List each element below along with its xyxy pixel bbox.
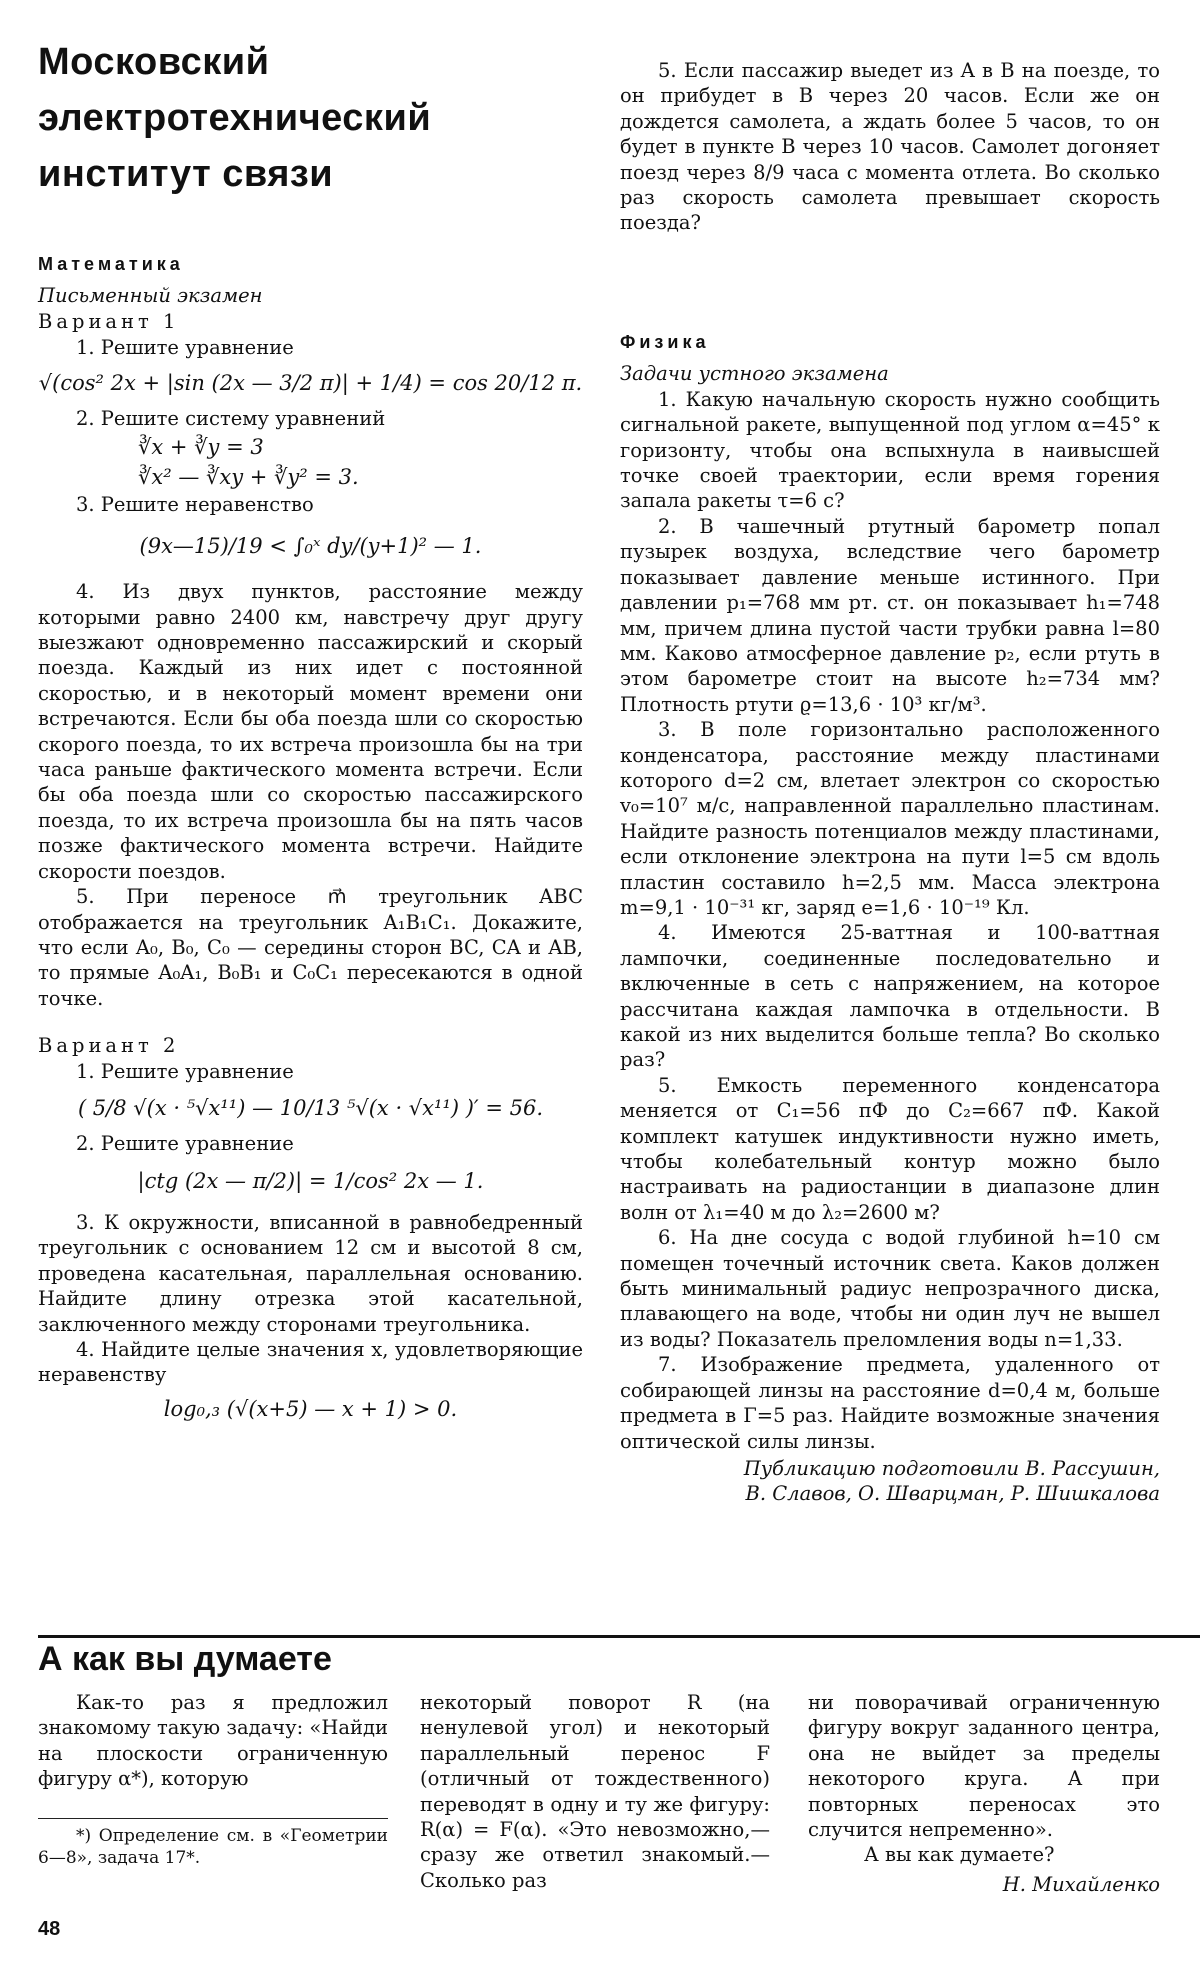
right-column (620, 58, 1160, 1506)
v2-problem-3: 3. К окружности, вписанной в равнобедренный треугольник с основанием 12 см и высотой 8 см, проведена касательная, параллельная основанию. Найдите длину отрезка этой касательной, заключенного между сторонами треугольника. (38, 1210, 583, 1336)
math-heading: Математика (38, 254, 184, 274)
bottom-question: А вы как думаете? (864, 1843, 1055, 1867)
v2-inequality-4: log₀,₃ (√(x+5) — x + 1) > 0. (163, 1396, 458, 1421)
physics-subheading: Задачи устного экзамена (620, 361, 889, 385)
bottom-column-2 (420, 1690, 770, 1893)
v1-problem-4: 4. Из двух пунктов, расстояние между которыми равно 2400 км, навстречу друг другу выезжают одновременно пассажирский и скорый поезда. Каждый из них идет с постоянной скоростью, и в некоторый момент времени они встречаются. Если бы оба поезда шли со скоростью скорого поезда, то их встреча произошла бы на три часа раньше фактического момента встречи. Если бы оба поезда шли со скоростью пассажирского поезда, то их встреча произошла бы на пять часов позже фактического момента встречи. Найдите скорости поездов. (38, 580, 583, 883)
physics-problem-6: 6. На дне сосуда с водой глубиной h=10 см помещен точечный источник света. Каков должен быть минимальный радиус непрозрачного диска, плавающего на воде, чтобы ни один луч не вышел из воды? Показатель преломления воды n=1,33. (620, 1226, 1160, 1351)
v2-equation-1: ( 5/8 √(x · ⁵√x¹¹) — 10/13 ⁵√(x · √x¹¹) )′ = 56. (77, 1095, 544, 1120)
v1-problem-2: 2. Решите систему уравнений (76, 407, 386, 431)
physics-problem-3: 3. В поле горизонтально расположенного конденсатора, расстояние между пластинами которого d=2 см, влетает электрон со скоростью v₀=10⁷ м/с, направленной параллельно пластинам. Найдите разность потенциалов между пластинами, если отклонение электрона на пути l=5 см вдоль пластин составило h=2,5 мм. Масса электрона m=9,1 · 10⁻³¹ кг, заряд e=1,6 · 10⁻¹⁹ Кл. (620, 718, 1160, 919)
v1-equation-1: √(cos² 2x + |sin (2x — 3/2 π)| + 1/4) = cos 20/12 π. (38, 371, 583, 396)
footnote: *) Определение см. в «Геометрии 6—8», задача 17*. (38, 1825, 388, 1868)
left-column (38, 34, 583, 1424)
bottom-column-3 (808, 1690, 1160, 1897)
physics-problem-5: 5. Емкость переменного конденсатора меняется от C₁=56 пФ до C₂=667 пФ. Какой комплект катушек индуктивности нужно иметь, чтобы колебательный контур можно было настраивать на радиостанции в диапазоне длин волн от λ₁=40 м до λ₂=2600 м? (620, 1073, 1160, 1224)
bottom-text-1: Как-то раз я предложил знакомому такую задачу: «Найди на плоскости ограниченную фигуру α*), которую (38, 1691, 388, 1791)
v1-problem-5: 5. При переносе m⃗ треугольник ABC отображается на треугольник A₁B₁C₁. Докажите, что если A₀, B₀, C₀ — середины сторон BC, CA и AB, то прямые A₀A₁, B₀B₁ и C₀C₁ пересекаются в одной точке. (38, 885, 583, 1010)
bottom-column-1 (38, 1690, 388, 1869)
physics-problem-2: 2. В чашечный ртутный барометр попал пузырек воздуха, вследствие чего барометр показывает давление меньше истинного. При давлении p₁=768 мм рт. ст. он показывает h₁=748 мм, причем длина пустой части трубки равна l=80 мм. Каково атмосферное давление p₂, если ртуть в этом барометре стоит на высоте h₂=734 мм? Плотность ртути ϱ=13,6 · 10³ кг/м³. (620, 514, 1160, 716)
physics-problem-1: 1. Какую начальную скорость нужно сообщить сигнальной ракете, выпущенной под углом α=45° к горизонту, чтобы она вспыхнула в наивысшей точке своей траектории, если время горения запала ракеты τ=6 с? (620, 387, 1160, 513)
bottom-text-3: ни поворачивай ограниченную фигуру вокруг заданного центра, она не выйдет за пределы некоторого круга. А при повторных переносах это случится непременно». (808, 1691, 1160, 1842)
v1-system-line-1: ∛x + ∛y = 3 (138, 434, 264, 459)
physics-heading: Физика (620, 331, 710, 352)
author-signature: Н. Михайленко (1002, 1872, 1160, 1896)
physics-problem-4: 4. Имеются 25-ваттная и 100-ваттная лампочки, соединенные последовательно и включенные в сеть с напряжением, на которое рассчитана каждая лампочка в отдельности. В какой из них выделится больше тепла? Во сколько раз? (620, 921, 1160, 1072)
bottom-title: А как вы думаете (38, 1640, 332, 1678)
v1-problem-1: 1. Решите уравнение (76, 336, 294, 359)
v1-inequality-3: (9x—15)/19 < ∫₀ˣ dy/(y+1)² — 1. (139, 534, 482, 559)
physics-problem-7: 7. Изображение предмета, удаленного от собирающей линзы на расстояние d=0,4 м, больше предмета в Γ=5 раз. Найдите возможные значения оптической силы линзы. (620, 1353, 1160, 1453)
page-title: Московский электротехнический институт связи (38, 41, 432, 195)
v1-system-line-2: ∛x² — ∛xy + ∛y² = 3. (138, 464, 359, 489)
section-divider (38, 1635, 1200, 1638)
variant-2-label: Вариант 2 (38, 1034, 180, 1058)
v2-equation-2: |ctg (2x — π/2)| = 1/cos² 2x — 1. (137, 1168, 484, 1193)
v2-problem-5: 5. Если пассажир выедет из A в B на поезде, то он прибудет в B через 20 часов. Если же он дождется самолета, а ждать более 5 часов, то он будет в пункте B через 10 часов. Самолет догоняет поезд через 8/9 часа с момента отлета. Во сколько раз скорость самолета превышает скорость поезда? (620, 59, 1160, 235)
bottom-text-2: некоторый поворот R (на ненулевой угол) и некоторый параллельный перенос F (отличный от тождественного) переводят в одну и ту же фигуру: R(α) = F(α). «Это невозможно,— сразу же ответил знакомый.— Сколько раз (420, 1691, 770, 1892)
credits-line-1: Публикацию подготовили В. Рассушин, (743, 1456, 1160, 1480)
v2-problem-2: 2. Решите уравнение (76, 1131, 294, 1155)
variant-1-label: Вариант 1 (38, 310, 180, 333)
footnote-rule (38, 1818, 388, 1819)
credits-line-2: В. Славов, О. Шварцман, Р. Шишкалова (745, 1481, 1160, 1505)
math-exam-type: Письменный экзамен (38, 284, 263, 307)
v2-problem-1: 1. Решите уравнение (76, 1060, 294, 1084)
page-number: 48 (38, 1918, 61, 1940)
v1-problem-3: 3. Решите неравенство (76, 492, 314, 516)
v2-problem-4: 4. Найдите целые значения x, удовлетворяющие неравенству (38, 1337, 583, 1387)
